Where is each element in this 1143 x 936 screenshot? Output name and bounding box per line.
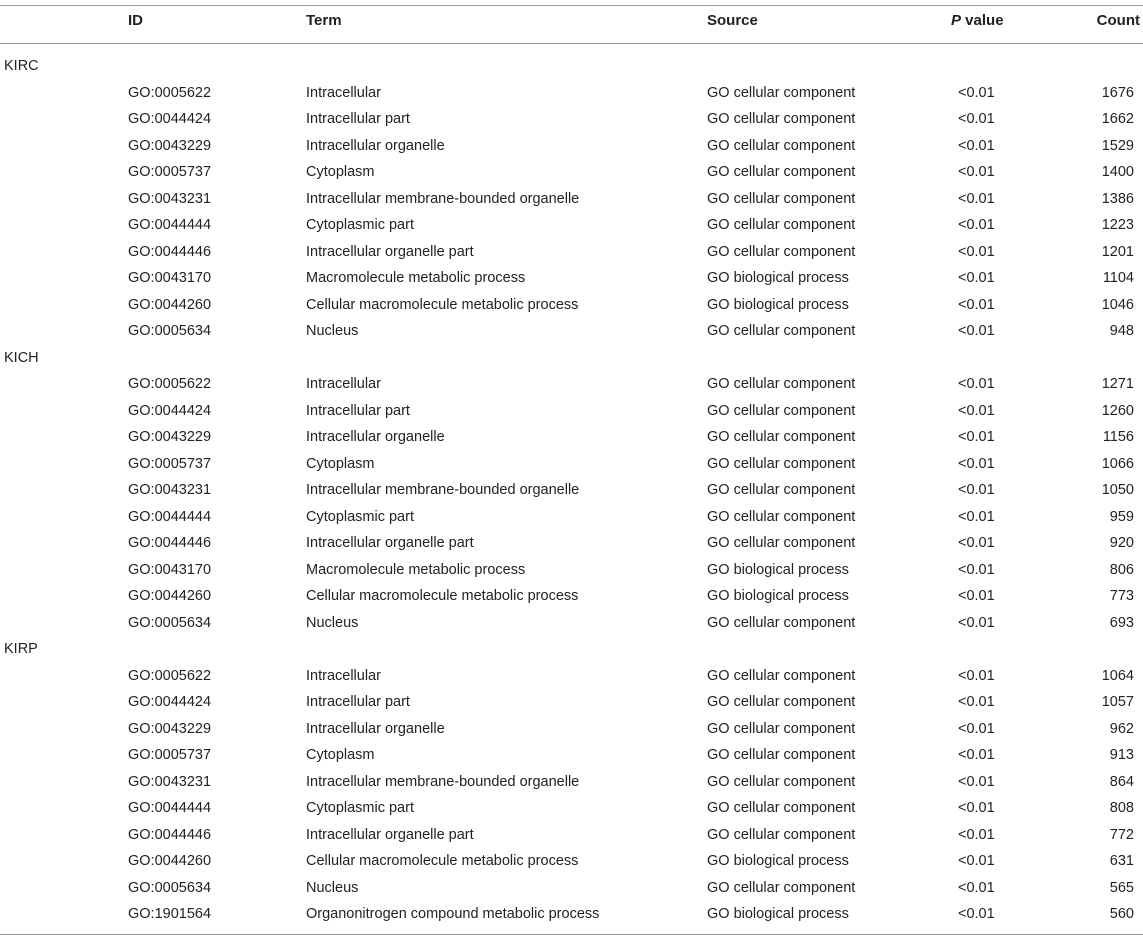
cell-term: Intracellular (306, 667, 381, 684)
cell-p-value: <0.01 (958, 535, 995, 551)
cell-term: Nucleus (306, 614, 359, 631)
cell-count: 864 (1109, 773, 1134, 790)
table-row (0, 240, 1143, 267)
cell-p-value: <0.01 (958, 402, 995, 419)
cell-count: 1046 (1101, 296, 1134, 313)
table-row (0, 505, 1143, 532)
cell-id: GO:0044424 (128, 694, 212, 710)
table-bottom-rule (0, 934, 1143, 935)
cell-p-value: <0.01 (958, 455, 995, 472)
cell-term: Intracellular organelle (306, 720, 445, 737)
table-row (0, 717, 1143, 744)
cell-p-value: <0.01 (958, 84, 995, 101)
cell-count: 1386 (1101, 190, 1134, 207)
group-label (0, 54, 1143, 81)
cell-count: 1064 (1101, 667, 1134, 684)
cell-id: GO:0005622 (128, 84, 212, 101)
cell-p-value: <0.01 (958, 243, 995, 260)
cell-p-value: <0.01 (958, 429, 995, 445)
table-row (0, 266, 1143, 293)
cell-id: GO:0005622 (128, 376, 212, 392)
cell-p-value: <0.01 (958, 296, 995, 313)
table-row (0, 134, 1143, 161)
cell-source: GO cellular component (707, 84, 856, 101)
cell-p-value: <0.01 (958, 853, 995, 869)
cell-source: GO cellular component (707, 243, 856, 260)
table-header (0, 0, 1143, 43)
cell-source: GO cellular component (707, 694, 856, 710)
cell-p-value: <0.01 (958, 800, 995, 816)
cell-term: Intracellular membrane-bounded organelle (306, 482, 580, 498)
cell-term: Intracellular organelle (306, 137, 445, 154)
cell-term: Nucleus (306, 323, 359, 339)
table-row (0, 664, 1143, 691)
cell-p-value: <0.01 (958, 376, 995, 392)
cell-count: 1223 (1101, 217, 1134, 233)
cell-id: GO:0043231 (128, 773, 212, 790)
cell-count: 560 (1109, 906, 1134, 922)
cell-id: GO:0044424 (128, 111, 212, 127)
header-source: Source (707, 12, 758, 29)
cell-id: GO:0044424 (128, 402, 212, 419)
table-row (0, 876, 1143, 903)
cell-id: GO:0044444 (128, 217, 212, 233)
cell-p-value: <0.01 (958, 508, 995, 525)
cell-p-value: <0.01 (958, 561, 995, 578)
table-row (0, 531, 1143, 558)
cell-id: GO:0005634 (128, 614, 212, 631)
cell-term: Intracellular organelle (306, 429, 445, 445)
cell-count: 631 (1109, 853, 1134, 869)
cell-term: Cytoplasm (306, 164, 375, 180)
table-row (0, 187, 1143, 214)
cell-source: GO biological process (707, 561, 849, 578)
cell-term: Nucleus (306, 879, 359, 896)
group-label (0, 346, 1143, 373)
cell-p-value: <0.01 (958, 773, 995, 790)
table-row (0, 823, 1143, 850)
header-id: ID (128, 12, 143, 29)
cell-id: GO:0044260 (128, 853, 212, 869)
cell-count: 1066 (1101, 455, 1134, 472)
cell-source: GO cellular component (707, 323, 856, 339)
cell-term: Intracellular part (306, 111, 410, 127)
cell-count: 693 (1109, 614, 1134, 631)
table-row (0, 399, 1143, 426)
cell-id: GO:1901564 (128, 906, 212, 922)
cell-source: GO cellular component (707, 535, 856, 551)
cell-term: Intracellular (306, 376, 381, 392)
cell-p-value: <0.01 (958, 482, 995, 498)
cell-term: Cytoplasmic part (306, 508, 414, 525)
cell-count: 1104 (1102, 270, 1134, 286)
cell-p-value: <0.01 (958, 111, 995, 127)
group-label-text: KICH (4, 349, 39, 366)
cell-p-value: <0.01 (958, 270, 995, 286)
cell-source: GO cellular component (707, 111, 856, 127)
cell-source: GO cellular component (707, 376, 856, 392)
cell-source: GO cellular component (707, 164, 856, 180)
cell-p-value: <0.01 (958, 164, 995, 180)
cell-term: Cytoplasmic part (306, 800, 414, 816)
cell-count: 806 (1109, 561, 1134, 578)
cell-source: GO cellular component (707, 455, 856, 472)
cell-id: GO:0005737 (128, 164, 212, 180)
cell-count: 808 (1109, 800, 1134, 816)
cell-source: GO cellular component (707, 879, 856, 896)
cell-term: Cellular macromolecule metabolic process (306, 588, 579, 604)
cell-term: Intracellular organelle part (306, 826, 474, 843)
table-row (0, 902, 1143, 929)
table-row (0, 81, 1143, 108)
cell-term: Intracellular part (306, 402, 410, 419)
cell-term: Intracellular membrane-bounded organelle (306, 190, 580, 207)
cell-p-value: <0.01 (958, 588, 995, 604)
table-row (0, 796, 1143, 823)
group-label-text: KIRC (4, 58, 39, 74)
cell-source: GO biological process (707, 906, 849, 922)
cell-id: GO:0044260 (128, 588, 212, 604)
table-row (0, 770, 1143, 797)
cell-id: GO:0005634 (128, 323, 212, 339)
table-row (0, 293, 1143, 320)
cell-term: Intracellular membrane-bounded organelle (306, 773, 580, 790)
cell-id: GO:0044446 (128, 243, 212, 260)
table-row (0, 584, 1143, 611)
cell-source: GO biological process (707, 296, 849, 313)
cell-count: 1260 (1101, 402, 1134, 419)
cell-p-value: <0.01 (958, 906, 995, 922)
cell-source: GO cellular component (707, 429, 856, 445)
cell-p-value: <0.01 (958, 826, 995, 843)
cell-count: 772 (1109, 826, 1134, 843)
cell-source: GO cellular component (707, 773, 856, 790)
cell-source: GO biological process (707, 853, 849, 869)
cell-count: 959 (1109, 508, 1134, 525)
cell-count: 1156 (1102, 429, 1134, 445)
cell-term: Macromolecule metabolic process (306, 561, 526, 578)
cell-id: GO:0043229 (128, 137, 212, 154)
cell-p-value: <0.01 (958, 614, 995, 631)
cell-term: Cellular macromolecule metabolic process (306, 296, 579, 313)
cell-source: GO cellular component (707, 190, 856, 207)
table-row (0, 425, 1143, 452)
cell-id: GO:0044444 (128, 508, 212, 525)
cell-id: GO:0044444 (128, 800, 212, 816)
cell-source: GO cellular component (707, 667, 856, 684)
header-p-italic: P (951, 12, 962, 29)
cell-id: GO:0044446 (128, 535, 212, 551)
cell-source: GO biological process (707, 270, 849, 286)
cell-term: Cytoplasm (306, 455, 375, 472)
cell-source: GO cellular component (707, 402, 856, 419)
table-row (0, 372, 1143, 399)
table-row (0, 558, 1143, 585)
cell-id: GO:0043231 (128, 482, 212, 498)
cell-term: Intracellular (306, 84, 381, 101)
cell-term: Cytoplasm (306, 747, 375, 763)
cell-count: 1676 (1101, 84, 1134, 101)
cell-count: 1400 (1101, 164, 1134, 180)
table-row (0, 743, 1143, 770)
group-label (0, 637, 1143, 664)
cell-id: GO:0043170 (128, 270, 212, 286)
cell-p-value: <0.01 (958, 667, 995, 684)
cell-count: 1271 (1101, 376, 1134, 392)
cell-term: Macromolecule metabolic process (306, 270, 526, 286)
table-row (0, 452, 1143, 479)
cell-source: GO cellular component (707, 800, 856, 816)
table-row (0, 107, 1143, 134)
cell-source: GO cellular component (707, 747, 856, 763)
cell-id: GO:0005737 (128, 747, 212, 763)
cell-id: GO:0043229 (128, 429, 212, 445)
table-row (0, 213, 1143, 240)
cell-source: GO cellular component (707, 482, 856, 498)
cell-id: GO:0005737 (128, 455, 212, 472)
cell-id: GO:0043229 (128, 720, 212, 737)
header-p-rest: value (961, 12, 1004, 29)
header-p-value (951, 12, 1004, 29)
cell-term: Cellular macromolecule metabolic process (306, 853, 579, 869)
cell-p-value: <0.01 (958, 694, 995, 710)
cell-id: GO:0005634 (128, 879, 212, 896)
table-body (0, 54, 1143, 929)
cell-term: Organonitrogen compound metabolic process (306, 906, 600, 922)
table-row (0, 611, 1143, 638)
cell-id: GO:0044260 (128, 296, 212, 313)
cell-term: Cytoplasmic part (306, 217, 414, 233)
cell-p-value: <0.01 (958, 217, 995, 233)
cell-count: 920 (1109, 535, 1134, 551)
cell-p-value: <0.01 (958, 137, 995, 154)
cell-count: 1201 (1101, 243, 1134, 260)
header-term: Term (306, 12, 342, 29)
group-label-text: KIRP (4, 641, 38, 657)
table-row (0, 160, 1143, 187)
table-row (0, 319, 1143, 346)
cell-id: GO:0005622 (128, 667, 212, 684)
cell-source: GO cellular component (707, 508, 856, 525)
cell-id: GO:0044446 (128, 826, 212, 843)
cell-term: Intracellular part (306, 694, 410, 710)
cell-id: GO:0043231 (128, 190, 212, 207)
cell-count: 1529 (1101, 137, 1134, 154)
cell-p-value: <0.01 (958, 879, 995, 896)
header-count: Count (1096, 12, 1140, 29)
cell-count: 773 (1109, 588, 1134, 604)
cell-p-value: <0.01 (958, 190, 995, 207)
cell-source: GO cellular component (707, 826, 856, 843)
cell-count: 1662 (1101, 111, 1134, 127)
cell-count: 962 (1109, 720, 1134, 737)
cell-term: Intracellular organelle part (306, 243, 474, 260)
cell-count: 1050 (1101, 482, 1134, 498)
cell-count: 565 (1109, 879, 1134, 896)
table-row (0, 690, 1143, 717)
cell-count: 1057 (1101, 694, 1134, 710)
table-row (0, 849, 1143, 876)
table-header-rule (0, 43, 1143, 44)
cell-count: 948 (1109, 323, 1134, 339)
cell-id: GO:0043170 (128, 561, 212, 578)
cell-p-value: <0.01 (958, 323, 995, 339)
cell-source: GO cellular component (707, 614, 856, 631)
cell-source: GO cellular component (707, 217, 856, 233)
table-row (0, 478, 1143, 505)
cell-p-value: <0.01 (958, 747, 995, 763)
cell-count: 913 (1109, 747, 1134, 763)
cell-source: GO cellular component (707, 720, 856, 737)
cell-p-value: <0.01 (958, 720, 995, 737)
cell-source: GO biological process (707, 588, 849, 604)
cell-term: Intracellular organelle part (306, 535, 474, 551)
cell-source: GO cellular component (707, 137, 856, 154)
